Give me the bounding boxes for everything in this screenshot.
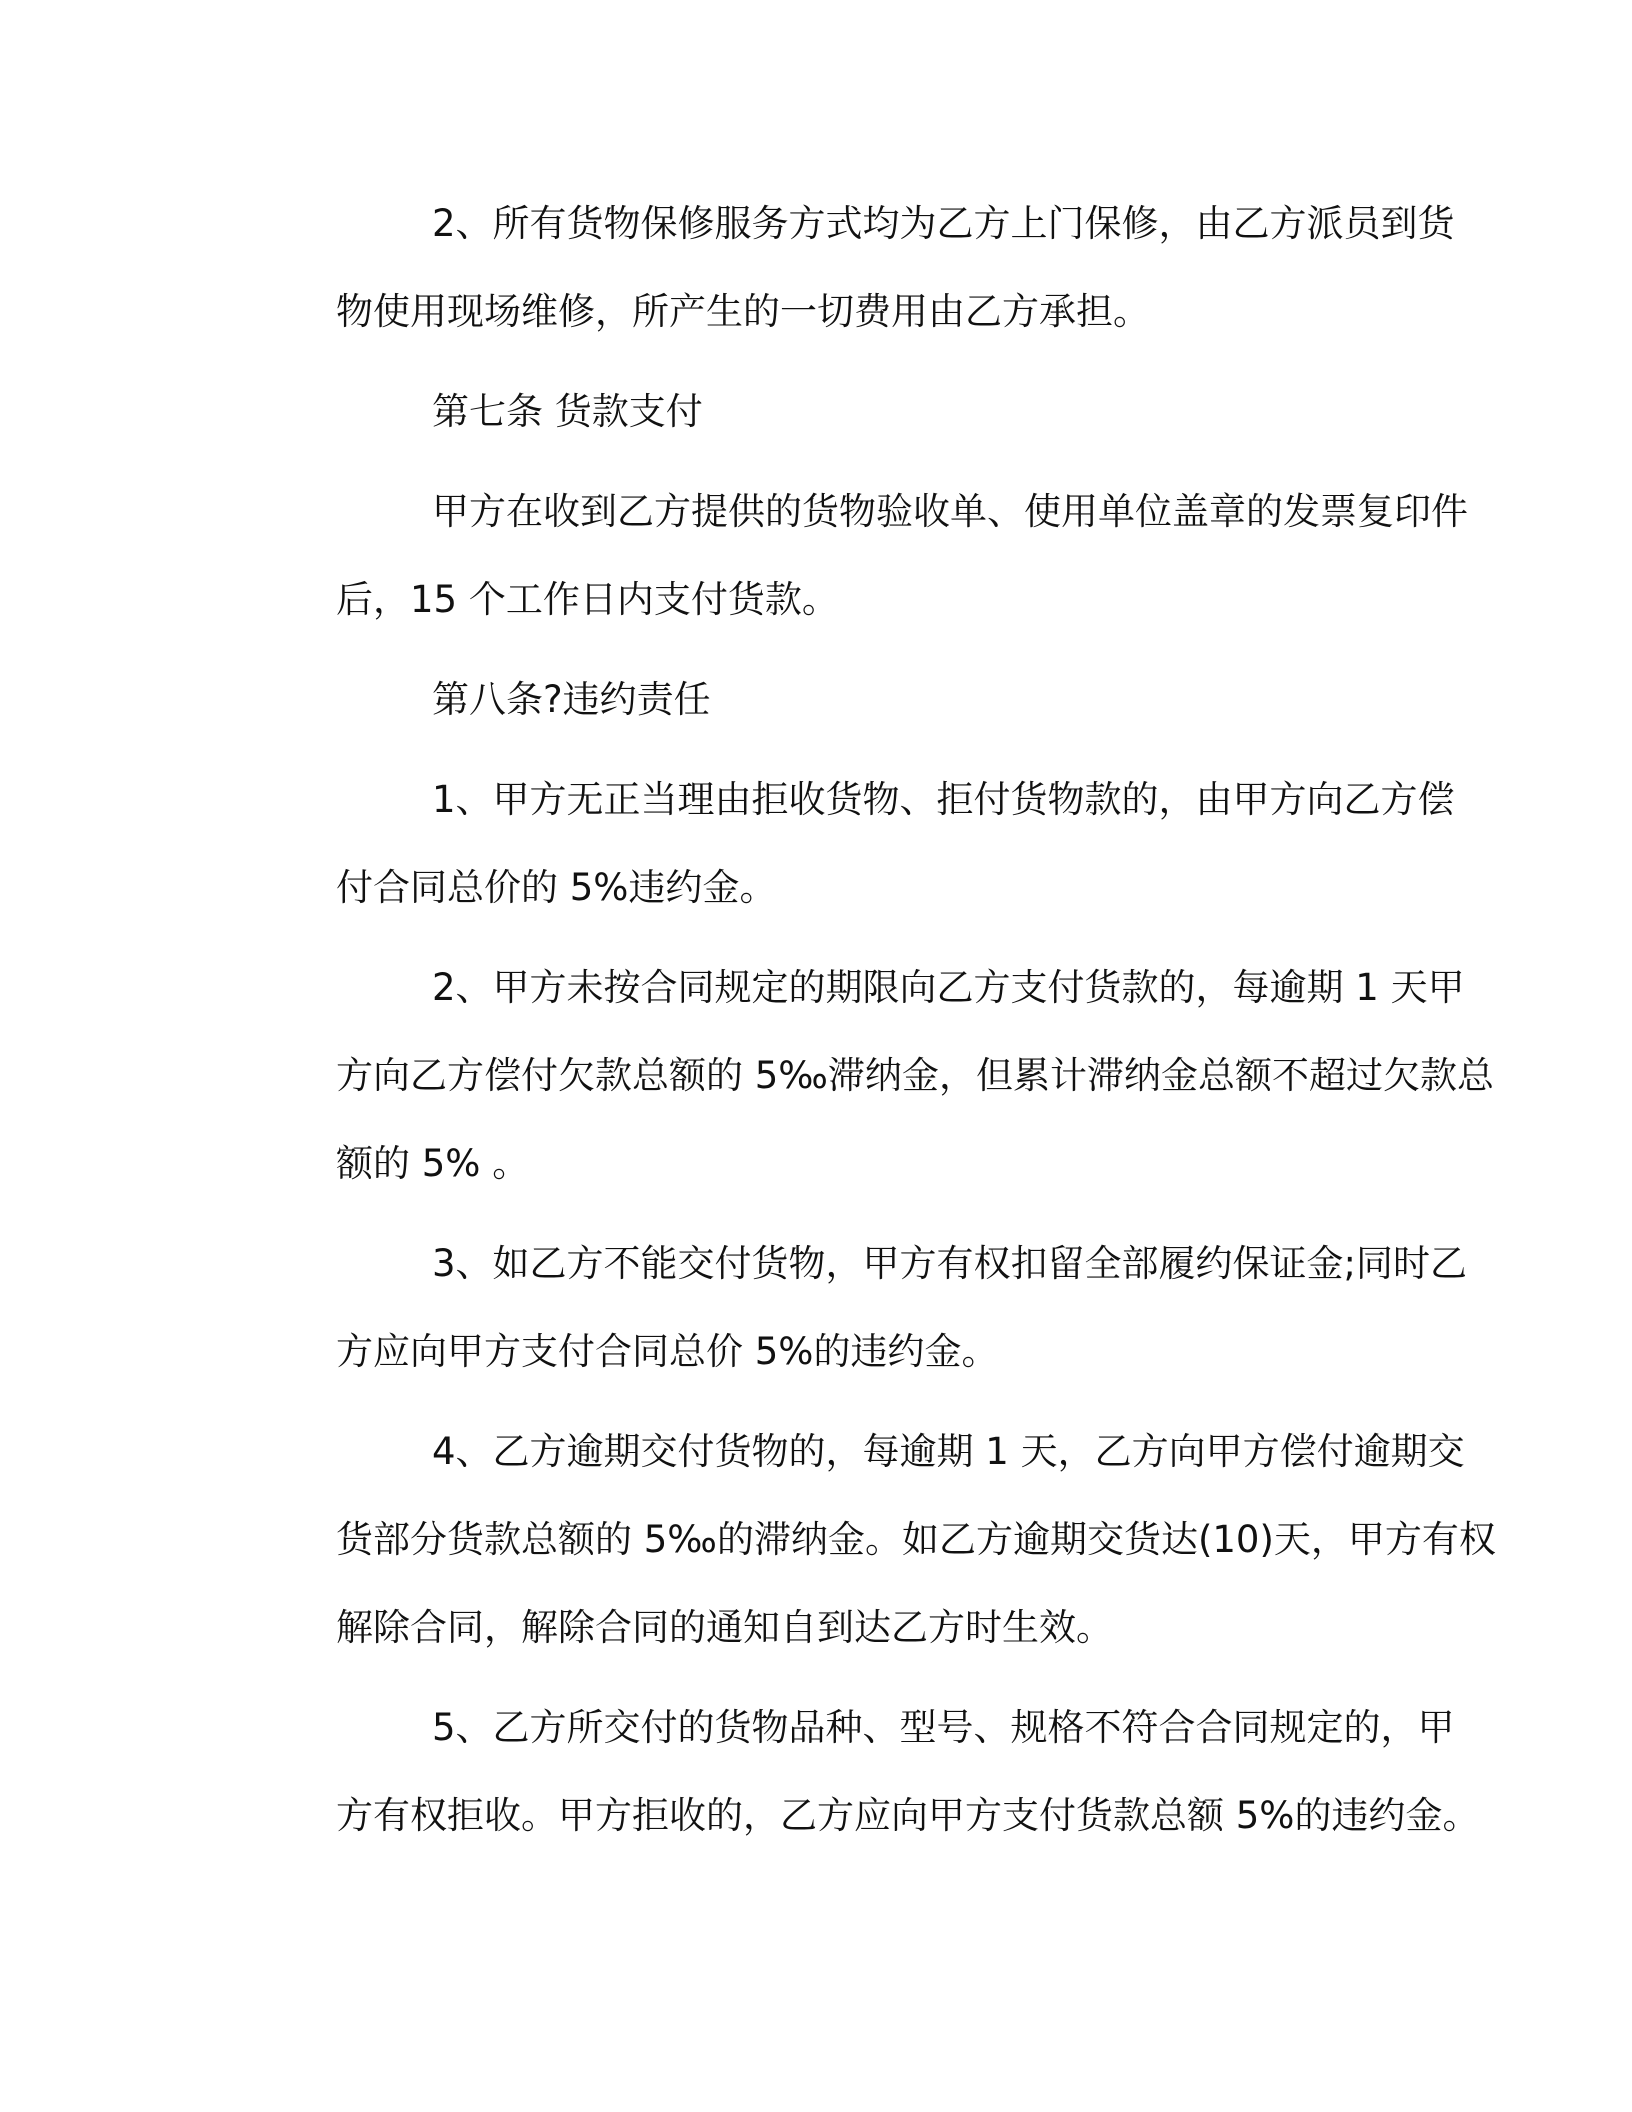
heading-article-8 [240, 656, 1390, 744]
text-line: 方向乙方偿付欠款总额的 5‰滞纳金，但累计滞纳金总额不超过欠款总 [336, 1054, 1494, 1097]
text-line: 方有权拒收。甲方拒收的，乙方应向甲方支付货款总额 5%的违约金。 [336, 1794, 1480, 1837]
text-line: 2、所有货物保修服务方式均为乙方上门保修，由乙方派员到货 [432, 202, 1455, 245]
text-line: 2、甲方未按合同规定的期限向乙方支付货款的，每逾期 1 天甲 [432, 966, 1465, 1009]
text-line: 甲方在收到乙方提供的货物验收单、使用单位盖章的发票复印件 [432, 490, 1468, 533]
text-line: 3、如乙方不能交付货物，甲方有权扣留全部履约保证金;同时乙 [432, 1242, 1468, 1285]
text-line: 4、乙方逾期交付货物的，每逾期 1 天，乙方向甲方偿付逾期交 [432, 1430, 1465, 1473]
text-line: 5、乙方所交付的货物品种、型号、规格不符合合同规定的，甲 [432, 1706, 1455, 1749]
text-line: 货部分货款总额的 5‰的滞纳金。如乙方逾期交货达(10)天，甲方有权 [336, 1518, 1496, 1561]
text-line: 额的 5% 。 [336, 1142, 530, 1185]
heading-article-7 [240, 368, 1390, 456]
paragraph-breach-3 [240, 1220, 1468, 1396]
text-line: 方应向甲方支付合同总价 5%的违约金。 [336, 1330, 999, 1373]
paragraph-breach-1 [240, 756, 1455, 932]
text-line: 物使用现场维修，所产生的一切费用由乙方承担。 [336, 290, 1150, 333]
section-heading: 第七条 货款支付 [432, 390, 703, 433]
paragraph-warranty-service [240, 180, 1455, 356]
text-line: 1、甲方无正当理由拒收货物、拒付货物款的，由甲方向乙方偿 [432, 778, 1455, 821]
paragraph-breach-5 [240, 1684, 1480, 1860]
text-line: 付合同总价的 5%违约金。 [336, 866, 777, 909]
paragraph-breach-4 [240, 1408, 1496, 1672]
text-line: 后，15 个工作日内支付货款。 [336, 578, 839, 621]
text-line: 解除合同，解除合同的通知自到达乙方时生效。 [336, 1606, 1113, 1649]
paragraph-payment [240, 468, 1468, 644]
paragraph-breach-2 [240, 944, 1494, 1208]
document-body [240, 180, 1496, 1872]
section-heading: 第八条?违约责任 [432, 678, 711, 721]
